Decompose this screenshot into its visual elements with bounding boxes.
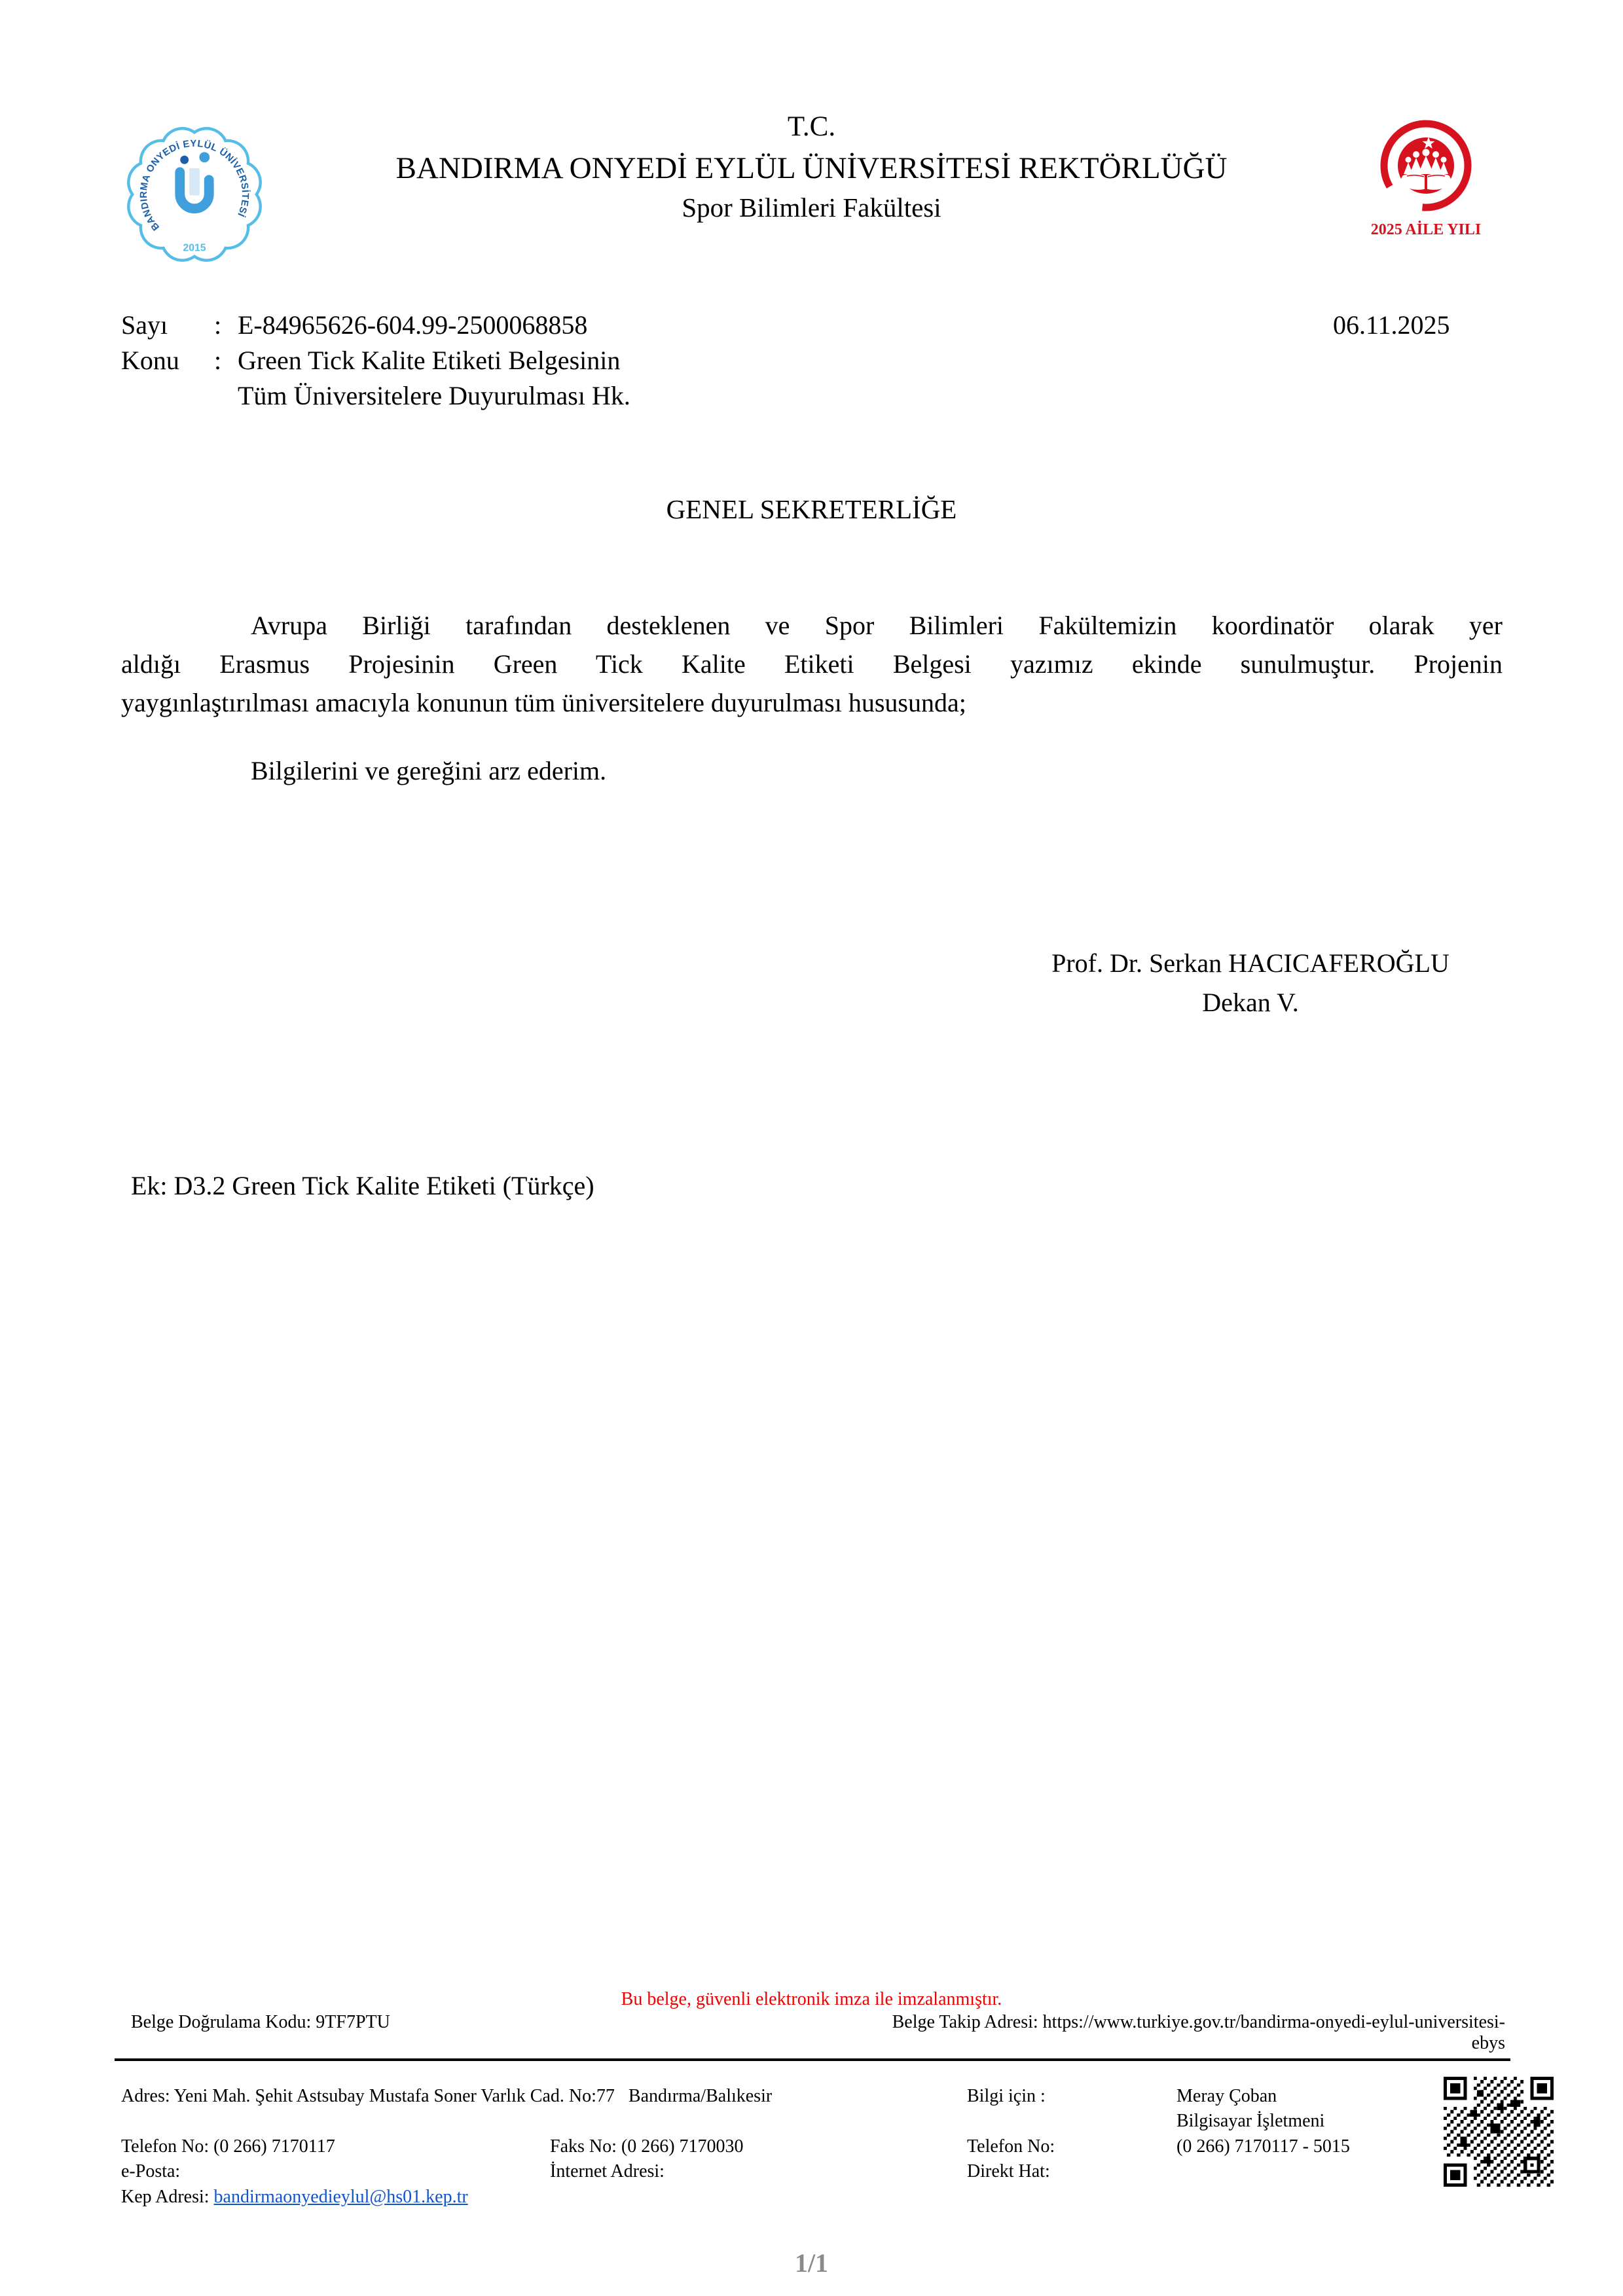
konu-value-line1: Green Tick Kalite Etiketi Belgesinin — [238, 346, 621, 375]
body-line: aldığı Erasmus Projesinin Green Tick Kalite Etiketi Belgesi yazımız ekinde sunulmuştur. Projenin — [121, 649, 1503, 679]
family-year-caption: 2025 AİLE YILI — [1370, 221, 1482, 238]
internet-label: İnternet Adresi: — [550, 2161, 665, 2181]
direct-line-label: Direkt Hat: — [967, 2161, 1050, 2181]
signature-block — [995, 944, 1506, 1022]
esign-note: Bu belge, güvenli elektronik imza ile imzalanmıştır. — [621, 1989, 1002, 2009]
konu-row-continuation — [121, 378, 1503, 414]
konu-separator: : — [214, 346, 222, 375]
signer-title: Dekan V. — [1202, 988, 1299, 1017]
seal-ring-text: BANDIRMA ONYEDİ EYLÜL ÜNİVERSİTESİ — [138, 138, 251, 232]
konu-value-line2: Tüm Üniversitelere Duyurulması Hk. — [238, 381, 630, 410]
body-paragraph — [121, 606, 1503, 722]
attachment-line: Ek: D3.2 Green Tick Kalite Etiketi (Türkçe) — [131, 1171, 594, 1200]
unit-title: Spor Bilimleri Fakültesi — [682, 192, 941, 223]
recipient-title: GENEL SEKRETERLİĞE — [666, 494, 957, 524]
sayi-label: Sayı — [121, 310, 168, 340]
sayi-row — [121, 308, 1503, 343]
signer-name: Prof. Dr. Serkan HACICAFEROĞLU — [1051, 948, 1450, 978]
kep-address-link[interactable]: bandirmaonyedieylul@hs01.kep.tr — [213, 2187, 468, 2207]
kep-line — [121, 2186, 468, 2208]
info-label: Bilgi için : — [967, 2086, 1046, 2106]
institution-title: BANDIRMA ONYEDİ EYLÜL ÜNİVERSİTESİ REKTÖRLÜĞÜ — [395, 151, 1228, 185]
republic-title: T.C. — [787, 111, 836, 142]
family-year-emblem — [1377, 117, 1475, 215]
body-line: Avrupa Birliği tarafından desteklenen ve Spor Bilimleri Fakültemizin koordinatör olarak yer — [251, 611, 1503, 640]
kep-label: Kep Adresi: — [121, 2187, 210, 2207]
document-date: 06.11.2025 — [1333, 310, 1450, 340]
tracking-address-line1: Belge Takip Adresi: https://www.turkiye.gov.tr/bandirma-onyedi-eylul-universitesi- — [892, 2012, 1505, 2032]
tracking-address — [785, 2012, 1505, 2054]
qr-code — [1444, 2077, 1554, 2187]
tracking-address-line2: ebys — [1471, 2033, 1505, 2053]
contact-phone: (0 266) 7170117 - 5015 — [1176, 2136, 1350, 2157]
eposta-label: e-Posta: — [121, 2161, 181, 2181]
contact-name: Meray Çoban — [1176, 2086, 1277, 2106]
document-meta — [121, 308, 1503, 414]
seal-year: 2015 — [183, 242, 206, 254]
konu-label: Konu — [121, 346, 179, 375]
fax-line: Faks No: (0 266) 7170030 — [550, 2136, 744, 2157]
body-line: yaygınlaştırılması amacıyla konunun tüm üniversitelere duyurulması hususunda; — [121, 688, 966, 717]
contact-phone-label: Telefon No: — [967, 2136, 1055, 2157]
contact-title: Bilgisayar İşletmeni — [1176, 2111, 1325, 2131]
verification-code: Belge Doğrulama Kodu: 9TF7PTU — [131, 2012, 390, 2032]
sayi-value: E-84965626-604.99-2500068858 — [238, 310, 588, 340]
konu-row — [121, 343, 1503, 378]
address-line: Adres: Yeni Mah. Şehit Astsubay Mustafa Soner Varlık Cad. No:77 Bandırma/Balıkesir — [121, 2086, 773, 2106]
closing-sentence: Bilgilerini ve gereğini arz ederim. — [251, 756, 607, 785]
family-year-2025-logo — [1365, 117, 1487, 239]
sayi-separator: : — [214, 310, 222, 340]
phone-line: Telefon No: (0 266) 7170117 — [121, 2136, 335, 2157]
page-indicator: 1/1 — [794, 2248, 829, 2278]
footer-divider — [115, 2058, 1510, 2061]
